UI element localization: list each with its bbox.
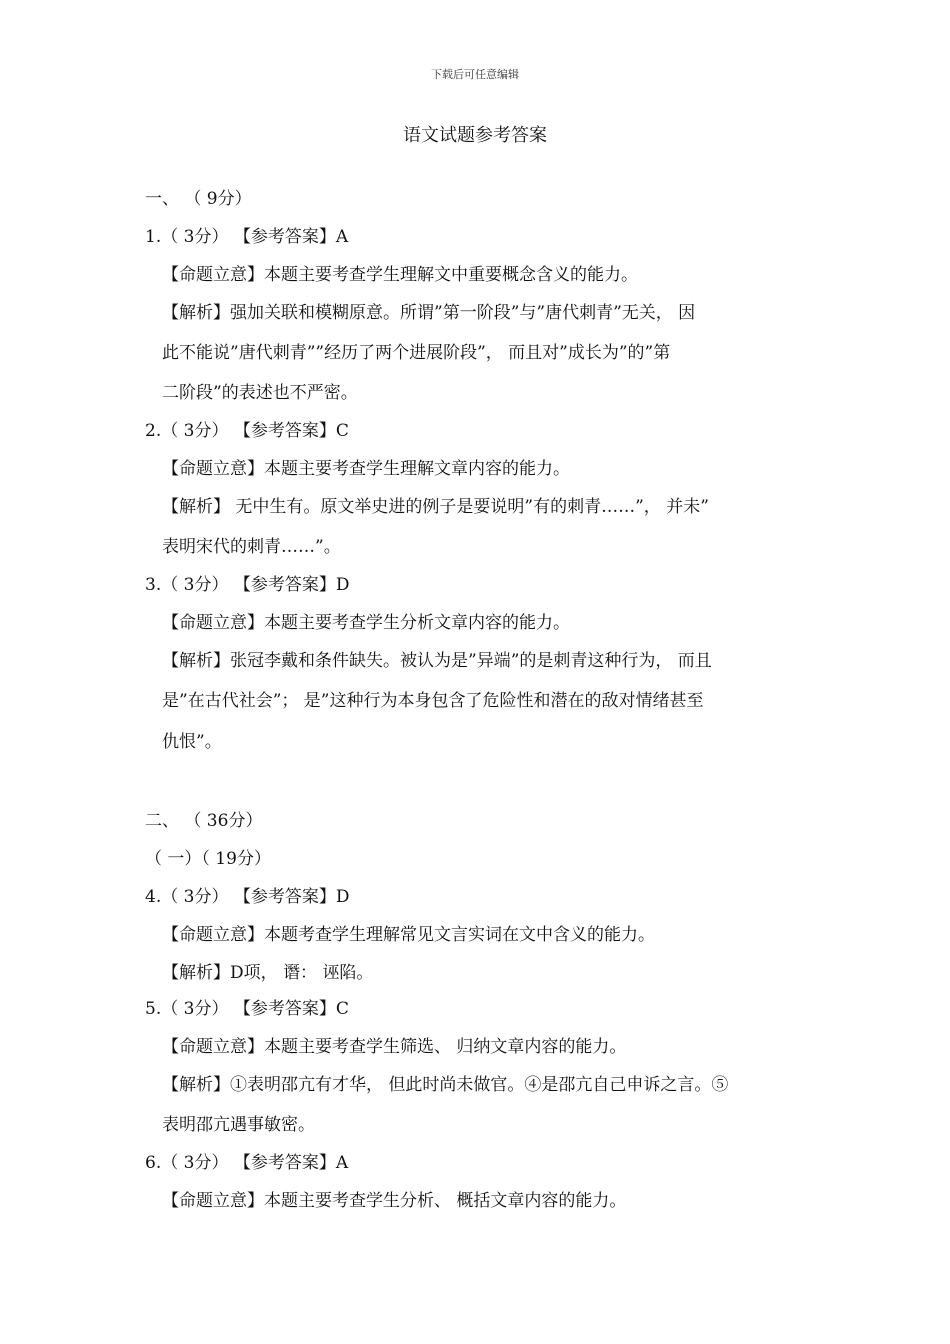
question-5-analysis: 【解析】①表明邵亢有才华， 但此时尚未做官。④是邵亢自己申诉之言。⑤ [162,1075,729,1095]
question-5: 5.（ 3分） 【参考答案】C [145,999,349,1019]
question-3: 3.（ 3分） 【参考答案】D [145,575,350,595]
question-5-analysis-cont: 表明邵亢遇事敏密。 [162,1115,315,1135]
question-2: 2.（ 3分） 【参考答案】C [145,421,349,441]
question-1-analysis-cont: 此不能说”唐代刺青””经历了两个进展阶段”， 而且对”成长为”的”第 [162,343,671,363]
question-6: 6.（ 3分） 【参考答案】A [145,1153,349,1173]
question-4: 4.（ 3分） 【参考答案】D [145,887,350,907]
question-3-analysis-cont: 是”在古代社会”； 是”这种行为本身包含了危险性和潜在的敌对情绪甚至 [162,691,704,711]
section-heading-1: 一、 （ 9分） [145,189,252,209]
question-1-analysis: 【解析】强加关联和模糊原意。所谓”第一阶段”与”唐代刺青”无关， 因 [162,303,696,323]
question-2-analysis: 【解析】 无中生有。原文举史进的例子是要说明”有的刺青……”， 并未” [162,497,709,517]
question-3-analysis-cont: 仇恨”。 [162,732,222,752]
question-3-intent: 【命题立意】本题主要考查学生分析文章内容的能力。 [162,613,570,633]
question-1: 1.（ 3分） 【参考答案】A [145,227,349,247]
question-3-analysis: 【解析】张冠李戴和条件缺失。被认为是”异端”的是刺青这种行为， 而且 [162,651,712,671]
question-2-intent: 【命题立意】本题主要考查学生理解文章内容的能力。 [162,459,570,479]
question-5-intent: 【命题立意】本题主要考查学生筛选、 归纳文章内容的能力。 [162,1037,627,1057]
question-1-intent: 【命题立意】本题主要考查学生理解文中重要概念含义的能力。 [162,265,638,285]
document-title: 语文试题参考答案 [403,125,547,146]
section-heading-2: 二、 （ 36分） [145,811,263,831]
question-2-analysis-cont: 表明宋代的刺青……”。 [162,537,341,557]
question-4-intent: 【命题立意】本题考查学生理解常见文言实词在文中含义的能力。 [162,925,655,945]
page-header: 下载后可任意编辑 [431,68,519,81]
question-6-intent: 【命题立意】本题主要考查学生分析、 概括文章内容的能力。 [162,1191,627,1211]
subsection-heading-1: （ 一）（ 19分） [145,849,271,869]
question-4-analysis: 【解析】D项， 谮： 诬陷。 [162,963,374,983]
question-1-analysis-cont: 二阶段”的表述也不严密。 [162,383,358,403]
